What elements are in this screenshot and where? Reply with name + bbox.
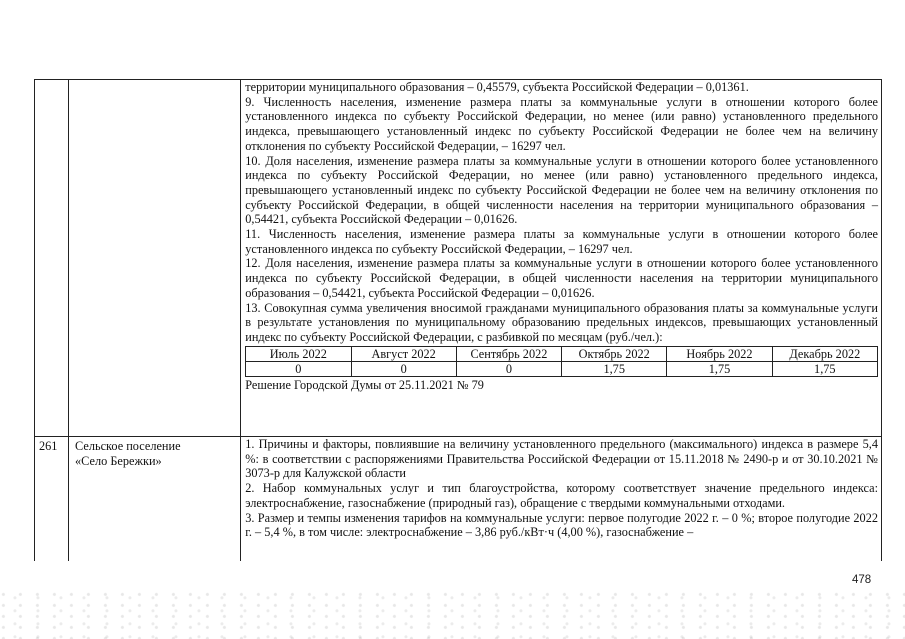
paragraph: 2. Набор коммунальных услуг и тип благоустройства, которому соответствует значение предельного индекса: электроснабжение, газоснабжение (природный газ), обращение с твердыми коммунальными отходами. [245,481,878,510]
month-header: Август 2022 [351,346,456,361]
paragraph: 9. Численность населения, изменение размера платы за коммунальные услуги в отношении которого более установленного индекса по субъекту Российской Федерации, но менее (или равно) установленного предельного индекса, превышающего установленный индекс по субъекту Российской Федерации не более чем на величину отклонения по субъекту Российской Федерации, – 16297 чел. [245,94,878,153]
municipality-name-cell [69,437,241,562]
row-number: 261 [35,437,69,562]
month-header: Декабрь 2022 [772,346,877,361]
page-number: 478 [852,574,872,586]
paragraph: 12. Доля населения, изменение размера платы за коммунальные услуги в отношении которого более установленного индекса по субъекту Российской Федерации, в общей численности населения на территории муниципального образования – 0,54421, субъекта Российской Федерации – 0,01626. [245,256,878,300]
row-content-cell [241,437,882,562]
row-content-cell [241,80,882,437]
table-row [35,437,882,562]
scan-artifact [0,590,905,639]
month-header: Июль 2022 [246,346,351,361]
paragraph: 13. Совокупная сумма увеличения вносимой гражданами муниципального образования платы за коммунальные услуги в результате установления по муниципальному образованию предельных индексов, превышающих установленный индекс по субъекту Российской Федерации, с разбивкой по месяцам (руб./чел.): [245,300,878,344]
paragraph: 10. Доля населения, изменение размера платы за коммунальные услуги в отношении которого более установленного индекса по субъекту Российской Федерации, но менее (или равно) установленного предельного индекса, превышающего установленный индекс по субъекту Российской Федерации не более чем на величину отклонения по субъекту Российской Федерации, в общей численности населения на территории муниципального образования – 0,54421, субъекта Российской Федерации – 0,01626. [245,153,878,227]
monthly-amount-table [245,346,878,377]
paragraph: территории муниципального образования – 0,45579, субъекта Российской Федерации – 0,01361. [245,80,749,94]
month-header: Ноябрь 2022 [667,346,772,361]
month-value-row [246,361,878,376]
row-name-cell [69,80,241,437]
table-row [35,80,882,437]
month-value: 0 [351,361,456,376]
month-header: Сентябрь 2022 [456,346,561,361]
month-value: 1,75 [772,361,877,376]
paragraph: 1. Причины и факторы, повлиявшие на величину установленного предельного (максимального) индекса в размере 5,4 %: в соответствии с распоряжениями Правительства Российской Федерации от 15.11.2018 № 2490-р и от 30.10.2021 № 3073-р для Калужской области [245,437,878,481]
decision-reference: Решение Городской Думы от 25.11.2021 № 79 [245,377,484,392]
row-number-cell [35,80,69,437]
month-value: 1,75 [562,361,667,376]
month-value: 0 [246,361,351,376]
register-table [34,79,882,561]
paragraph: 11. Численность населения, изменение размера платы за коммунальные услуги в отношении которого более установленного индекса по субъекту Российской Федерации, – 16297 чел. [245,227,878,256]
municipality-name-line: «Село Бережки» [75,453,162,468]
month-header: Октябрь 2022 [562,346,667,361]
paragraph: 3. Размер и темпы изменения тарифов на коммунальные услуги: первое полугодие 2022 г. – 0 %; второе полугодие 2022 г. – 5,4 %, в том числе: электроснабжение – 3,86 руб./кВт·ч (4,00 %), газоснабжение – [245,510,878,540]
municipality-name-line: Сельское поселение [75,439,181,453]
month-value: 1,75 [667,361,772,376]
month-header-row [246,346,878,361]
month-value: 0 [456,361,561,376]
